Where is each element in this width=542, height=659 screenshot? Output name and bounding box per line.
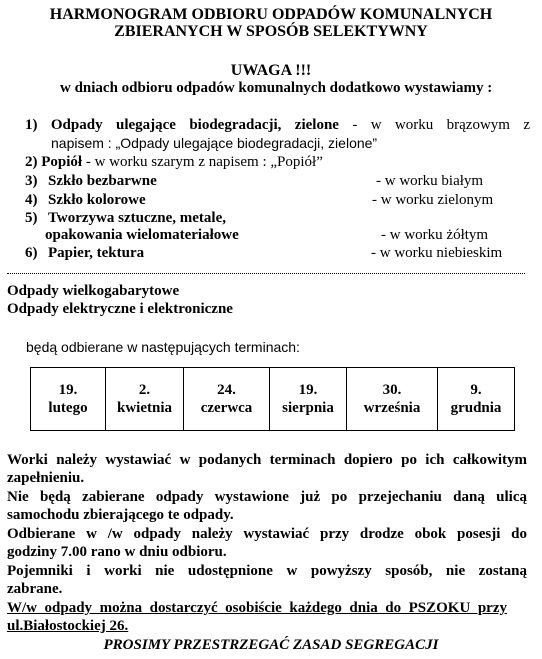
- rule-3-line-1: Odbierane w /w odpady należy wystawiać przy drodze obok posesji do: [7, 526, 527, 542]
- rule-2-line-1: Nie będą zabierane odpady wystawione już po przejechaniu daną ulicą: [7, 489, 527, 505]
- table-row: [31, 368, 515, 431]
- schedule-month: lutego: [48, 400, 88, 416]
- schedule-day: 19.: [298, 382, 318, 398]
- schedule-month: kwietnia: [116, 400, 172, 416]
- waste-item-5-name: Tworzywa sztuczne, metale,: [48, 210, 226, 226]
- notice-subheading: w dniach odbioru odpadów komunalnych dodatkowo wystawiamy :: [60, 80, 493, 96]
- waste-item-4-desc: - w worku zielonym: [372, 192, 494, 208]
- schedule-cell: [438, 368, 515, 431]
- schedule-month: czerwca: [200, 400, 253, 416]
- bulky-line-1: Odpady wielkogabarytowe: [7, 283, 180, 299]
- waste-item-3-name: Szkło bezbarwne: [48, 173, 157, 189]
- schedule-day: 2.: [138, 382, 151, 398]
- rule-4-line-2: zabrane.: [7, 581, 63, 597]
- rule-2-line-2: samochodu zbierającego te odpady.: [7, 507, 234, 523]
- schedule-day: 30.: [382, 382, 402, 398]
- waste-item-4-num: 4): [25, 192, 38, 208]
- waste-item-1-desc2: napisem : „Odpady ulegające biodegradacji, zielone”: [51, 135, 378, 151]
- rule-4-line-1: Pojemniki i worki nie udostępnione w powyższy sposób, nie zostaną: [7, 563, 527, 579]
- rule-1-line-2: zapełnieniu.: [7, 470, 85, 486]
- waste-item-3-num: 3): [25, 173, 38, 189]
- waste-item-1-desc: - w worku brązowym z: [338, 117, 531, 133]
- schedule-cell: [270, 368, 347, 431]
- waste-item-5-num: 5): [25, 210, 38, 226]
- bulky-intro: będą odbierane w następujących terminach:: [26, 339, 300, 355]
- schedule-cell: [31, 368, 106, 431]
- waste-item-4-name: Szkło kolorowe: [48, 192, 146, 208]
- dotted-divider: [7, 273, 525, 274]
- schedule-cell: [347, 368, 438, 431]
- rule-1-line-1: Worki należy wystawiać w podanych terminach dopiero po ich całkowitym: [7, 452, 527, 468]
- waste-item-1-num: 1): [25, 117, 38, 133]
- waste-item-2-desc: - w worku szarym z napisem : „Popiół”: [82, 154, 323, 170]
- waste-item-2-name: Popiół: [41, 154, 83, 170]
- waste-item-5-desc: - w worku żółtym: [381, 227, 489, 243]
- schedule-day: 19.: [58, 382, 78, 398]
- footer-slogan: PROSIMY PRZESTRZEGAĆ ZASAD SEGREGACJI: [103, 637, 439, 653]
- title-line-2: ZBIERANYCH W SPOSÓB SELEKTYWNY: [114, 23, 428, 40]
- waste-item-2-num: 2): [25, 154, 38, 170]
- schedule-month: września: [363, 400, 421, 416]
- waste-item-1: [25, 117, 530, 134]
- rule-5-line-1: W/w odpady można dostarczyć osobiście każdego dnia do PSZOKU przy: [7, 600, 507, 616]
- schedule-table: [30, 367, 515, 431]
- notice-heading: UWAGA !!!: [230, 62, 312, 79]
- waste-item-2: [25, 154, 323, 171]
- schedule-cell: [106, 368, 184, 431]
- schedule-month: sierpnia: [282, 400, 334, 416]
- schedule-day: 24.: [217, 382, 236, 398]
- waste-item-1-name: Odpady ulegające biodegradacji, zielone: [50, 117, 339, 133]
- schedule-day: 9.: [470, 382, 482, 398]
- waste-item-3-desc: - w worku białym: [376, 173, 484, 189]
- waste-item-6-desc: - w worku niebieskim: [371, 245, 503, 261]
- schedule-month: grudnia: [450, 400, 502, 416]
- schedule-cell: [184, 368, 270, 431]
- waste-item-5-name2: opakowania wielomateriałowe: [45, 227, 239, 243]
- bulky-line-2: Odpady elektryczne i elektroniczne: [7, 301, 233, 317]
- rule-3-line-2: godziny 7.00 rano w dniu odbioru.: [7, 544, 227, 560]
- waste-item-6-name: Papier, tektura: [48, 245, 145, 261]
- title-line-1: HARMONOGRAM ODBIORU ODPADÓW KOMUNALNYCH: [49, 6, 493, 23]
- rule-5-line-2: ul.Białostockiej 26.: [7, 618, 129, 634]
- waste-item-6-num: 6): [25, 245, 38, 261]
